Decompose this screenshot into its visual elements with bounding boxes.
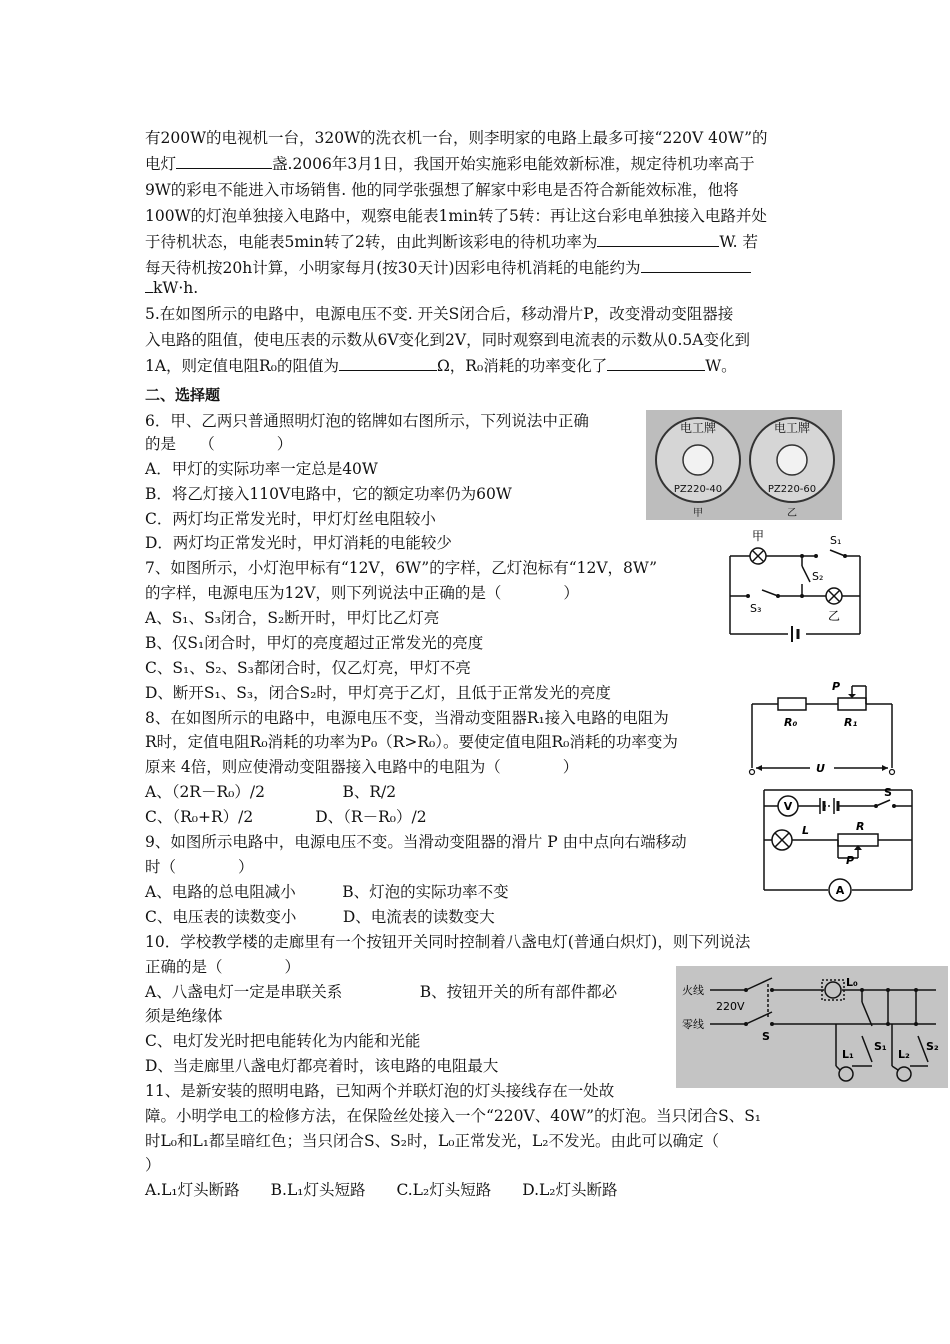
- text-line: 时（ ）: [145, 858, 254, 876]
- r0-label: R₀: [784, 716, 798, 729]
- text-line: 5.在如图所示的电路中，电源电压不变. 开关S闭合后，移动滑片P，改变滑动变阻器接: [145, 305, 734, 323]
- lamp-yi-label: 乙: [828, 609, 841, 623]
- left-rating: PZ220-40: [673, 484, 723, 495]
- question-8: 8、在如图所示的电路中，电源电压不变，当滑动变阻器R₁接入电路的电阻为: [145, 709, 669, 727]
- option: D．两灯均正常发光时，甲灯消耗的电能较少: [145, 534, 452, 552]
- text-fragment: W. 若: [719, 233, 758, 251]
- option: A、（2R－R₀）/2 B、R/2: [145, 783, 397, 801]
- l1-label: L₁: [842, 1048, 854, 1061]
- voltage-label: 220V: [716, 1000, 745, 1013]
- rheostat-r-label: R: [856, 820, 865, 833]
- ammeter-label: A: [835, 884, 845, 897]
- answer-blank: [145, 278, 153, 293]
- question-10: 10．学校教学楼的走廊里有一个按钮开关同时控制着八盏电灯(普通白炽灯)，则下列说法: [145, 933, 751, 951]
- text-line: 9W的彩电不能进入市场销售. 他的同学张强想了解家中彩电是否符合新能效标准，他将: [145, 181, 739, 199]
- s1-label: S₁: [874, 1040, 887, 1053]
- text-line: 100W的灯泡单独接入电路中，观察电能表1min转了5转：再让这台彩电单独接入电路并处: [145, 207, 767, 225]
- option: 须是绝缘体: [145, 1007, 223, 1025]
- switch-s-label: S: [884, 786, 892, 799]
- section-heading: 二、选择题: [145, 386, 221, 404]
- text-line: 正确的是（ ）: [145, 958, 301, 976]
- text-line: 入电路的阻值，使电压表的示数从6V变化到2V，同时观察到电流表的示数从0.5A变化到: [145, 331, 750, 349]
- lamp-l-label: L: [802, 824, 810, 837]
- text-line: 时L₀和L₁都呈暗红色；当只闭合S、S₂时，L₀正常发光，L₂不发光。由此可以确定（: [145, 1132, 719, 1150]
- text-line: ）: [145, 1156, 161, 1174]
- neutral-wire-label: 零线: [682, 1018, 704, 1031]
- figure-background: [676, 966, 948, 1088]
- left-nameplate-center: [683, 445, 713, 475]
- option: B、仅S₁闭合时，甲灯的亮度超过正常发光的亮度: [145, 634, 484, 652]
- text-line: 的字样，电源电压为12V，则下列说法中正确的是（ ）: [145, 584, 579, 602]
- answer-blank: [641, 258, 751, 273]
- text-line: [145, 356, 737, 376]
- question-9: 9、如图所示电路中，电源电压不变。当滑动变阻器的滑片 P 由中点向右端移动: [145, 833, 687, 851]
- q10-lighting-circuit-diagram: [676, 966, 948, 1088]
- text-line: 障。小明学电工的检修方法，在保险丝处接入一个“220V、40W”的灯泡。当只闭合S、S₁: [145, 1107, 762, 1125]
- q7-circuit-diagram: [720, 526, 868, 644]
- q9-circuit-diagram: [758, 782, 918, 906]
- s2-label: S₂: [812, 570, 824, 583]
- option: A、八盏电灯一定是串联关系 B、按钮开关的所有部件都必: [145, 983, 618, 1001]
- right-brand: 电工牌: [773, 421, 811, 435]
- option: C、电压表的读数变小 D、电流表的读数变大: [145, 908, 495, 926]
- option: C、（R₀+R）/2 D、（R－R₀）/2: [145, 808, 427, 826]
- option: C、S₁、S₂、S₃都闭合时，仅乙灯亮，甲灯不亮: [145, 659, 471, 677]
- text-fragment: 于待机状态，电能表5min转了2转，由此判断该彩电的待机功率为: [145, 233, 598, 251]
- slider-p-label: P: [846, 854, 855, 867]
- voltmeter-label: V: [783, 800, 793, 813]
- s3-label: S₃: [750, 602, 762, 615]
- text-line: [145, 154, 755, 174]
- answer-blank: [339, 356, 437, 371]
- left-brand: 电工牌: [679, 421, 717, 435]
- option: B．将乙灯接入110V电路中，它的额定功率仍为60W: [145, 485, 512, 503]
- right-caption: 乙: [787, 508, 797, 519]
- option: C、电灯发光时把电能转化为内能和光能: [145, 1032, 421, 1050]
- lamp-jia-label: 甲: [752, 529, 765, 543]
- voltage-u-label: U: [816, 762, 825, 775]
- question-6: 6．甲、乙两只普通照明灯泡的铭牌如右图所示，下列说法中正确: [145, 412, 589, 430]
- l0-label: L₀: [846, 976, 858, 989]
- option: A、S₁、S₃闭合，S₂断开时，甲灯比乙灯亮: [145, 609, 440, 627]
- text-line: 原来 4倍，则应使滑动变阻器接入电路中的电阻为（ ）: [145, 758, 579, 776]
- text-line: [145, 232, 758, 252]
- s1-label: S₁: [830, 534, 842, 547]
- text-fragment: 电灯: [145, 155, 177, 173]
- text-line: R时，定值电阻R₀消耗的功率为P₀（R>R₀）。要使定值电阻R₀消耗的功率变为: [145, 733, 678, 751]
- right-nameplate-center: [777, 445, 807, 475]
- text-line: 的是 （ ）: [145, 435, 293, 453]
- question-11: 11、是新安装的照明电路，已知两个并联灯泡的灯头接线存在一处故: [145, 1082, 615, 1100]
- s2-label: S₂: [926, 1040, 939, 1053]
- slider-p-label: P: [832, 680, 841, 693]
- q8-circuit-diagram: [744, 676, 900, 780]
- text-fragment: 每天待机按20h计算，小明家每月(按30天计)因彩电待机消耗的电能约为: [145, 259, 641, 277]
- text-line: [145, 278, 198, 298]
- answer-blank: [597, 232, 719, 247]
- switch-s-label: S: [762, 1030, 770, 1043]
- text-line: 有200W的电视机一台，320W的洗衣机一台，则李明家的电路上最多可接“220V 40W”的: [145, 129, 768, 147]
- live-wire-label: 火线: [682, 984, 704, 997]
- option: A、电路的总电阻减小 B、灯泡的实际功率不变: [145, 883, 509, 901]
- text-fragment: kW·h.: [153, 279, 199, 297]
- options-row: A.L₁灯头断路 B.L₁灯头短路 C.L₂灯头短路 D.L₂灯头断路: [145, 1181, 618, 1199]
- right-rating: PZ220-60: [767, 484, 817, 495]
- question-7: 7、如图所示，小灯泡甲标有“12V，6W”的字样，乙灯泡标有“12V，8W”: [145, 559, 658, 577]
- text-fragment: W。: [705, 357, 737, 375]
- text-fragment: Ω，R₀消耗的功率变化了: [436, 357, 608, 375]
- option: A．甲灯的实际功率一定总是40W: [145, 460, 378, 478]
- text-fragment: 1A，则定值电阻R₀的阻值为: [145, 357, 339, 375]
- l2-label: L₂: [898, 1048, 910, 1061]
- option: D、当走廊里八盏电灯都亮着时，该电路的电阻最大: [145, 1057, 499, 1075]
- text-line: [145, 258, 751, 278]
- option: C．两灯均正常发光时，甲灯灯丝电阻较小: [145, 510, 436, 528]
- text-fragment: 盏.2006年3月1日，我国开始实施彩电能效新标准，规定待机功率高于: [272, 155, 755, 173]
- option: D、断开S₁、S₃，闭合S₂时，甲灯亮于乙灯，且低于正常发光的亮度: [145, 684, 611, 702]
- r1-label: R₁: [844, 716, 858, 729]
- left-caption: 甲: [693, 508, 703, 519]
- answer-blank: [607, 356, 705, 371]
- bulb-nameplates-figure: [646, 410, 842, 520]
- answer-blank: [176, 154, 272, 169]
